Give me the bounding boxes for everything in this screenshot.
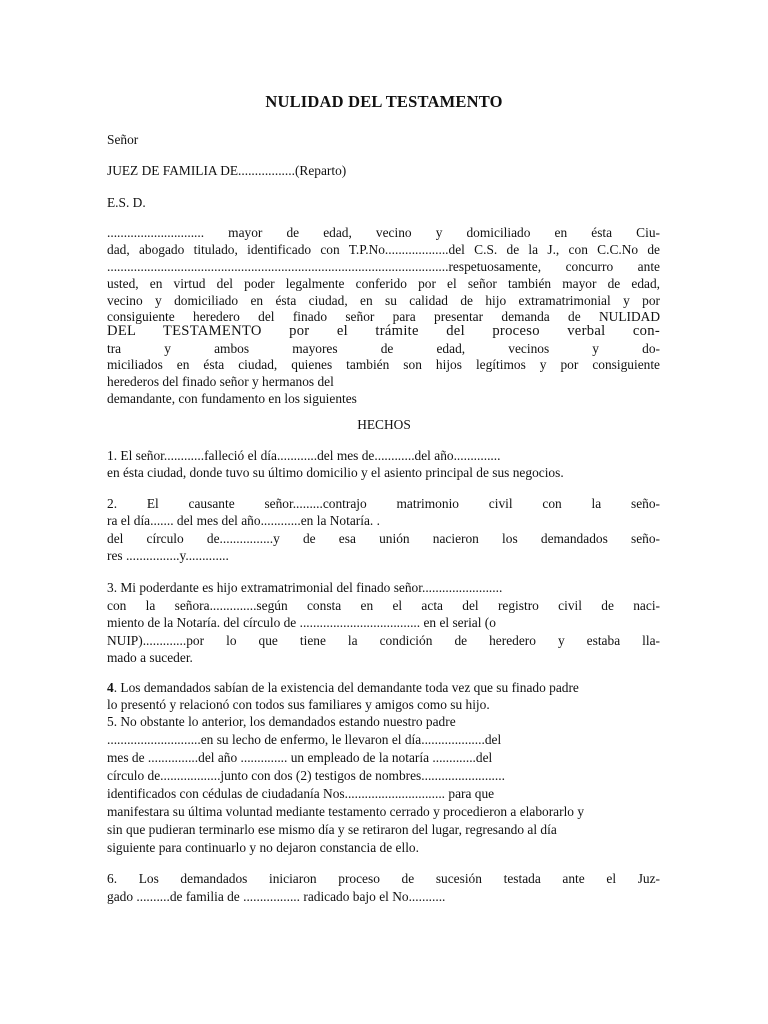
intro-line: demandante, con fundamento en los siguientes xyxy=(107,391,357,406)
addressee: JUEZ DE FAMILIA DE.................(Reparto) xyxy=(107,163,347,178)
hecho-6-line: 6. Los demandados iniciaron proceso de sucesión testada ante el Juz- xyxy=(107,871,660,886)
hecho-3-line: mado a suceder. xyxy=(107,650,193,665)
intro-line: ......................................................................................................respetuosamente, concurro ante xyxy=(107,259,660,274)
hecho-5-line: manifestara su última voluntad mediante testamento cerrado y procedieron a elaborarlo y xyxy=(107,804,585,819)
hechos-heading: HECHOS xyxy=(357,417,411,432)
hecho-1-line: 1. El señor............falleció el día............del mes de............del año.............. xyxy=(107,448,501,463)
hecho-5-line: mes de ...............del año .............. un empleado de la notaría .............del xyxy=(107,750,493,765)
salutation: Señor xyxy=(107,132,139,147)
hecho-6-line: gado ..........de familia de ................. radicado bajo el No........... xyxy=(107,889,446,904)
hecho-5-line: círculo de..................junto con dos (2) testigos de nombres......................... xyxy=(107,768,505,783)
hecho-3-line: NUIP).............por lo que tiene la condición de heredero y estaba lla- xyxy=(107,633,660,648)
document-title: NULIDAD DEL TESTAMENTO xyxy=(265,92,503,111)
hecho-5-line: ............................en su lecho de enfermo, le llevaron el día...................del xyxy=(107,732,502,747)
intro-line: tra y ambos mayores de edad, vecinos y do- xyxy=(107,341,660,356)
intro-line: herederos del finado señor y hermanos del xyxy=(107,374,334,389)
hecho-4-line xyxy=(107,679,660,696)
hecho-4-text: . Los demandados sabían de la existencia del demandante toda vez que su finado padre xyxy=(113,680,579,695)
esd-line: E.S. D. xyxy=(107,195,146,210)
hecho-5-line: identificados con cédulas de ciudadanía Nos.............................. para que xyxy=(107,786,495,801)
hecho-2-line: 2. El causante señor.........contrajo matrimonio civil con la seño- xyxy=(107,496,660,511)
hecho-1-line: en ésta ciudad, donde tuvo su último domicilio y el asiento principal de sus negocios. xyxy=(107,465,564,480)
hecho-5-line: 5. No obstante lo anterior, los demandados estando nuestro padre xyxy=(107,714,456,729)
intro-line: ............................. mayor de edad, vecino y domiciliado en ésta Ciu- xyxy=(107,225,660,240)
intro-line: usted, en virtud del poder legalmente conferido por el señor también mayor de edad, xyxy=(107,276,660,291)
hecho-5-line: siguiente para continuarlo y no dejaron constancia de ello. xyxy=(107,840,419,855)
hecho-4-number: 4 xyxy=(107,680,114,695)
hecho-3-line: con la señora..............según consta en el acta del registro civil de naci- xyxy=(107,598,660,613)
hecho-5-line: sin que pudieran terminarlo ese mismo día y se retiraron del lugar, regresando al día xyxy=(107,822,557,837)
intro-line: vecino y domiciliado en ésta ciudad, en su calidad de hijo extramatrimonial y por xyxy=(107,293,660,308)
hecho-4-line: lo presentó y relacionó con todos sus familiares y amigos como su hijo. xyxy=(107,697,490,712)
intro-line: dad, abogado titulado, identificado con T.P.No...................del C.S. de la J., con C.C.No de xyxy=(107,242,660,257)
intro-line: DEL TESTAMENTO por el trámite del proceso verbal con- xyxy=(107,323,660,339)
intro-line: consiguiente heredero del finado señor para presentar demanda de NULIDAD xyxy=(107,309,660,324)
hecho-2-line: del círculo de................y de esa unión nacieron los demandados seño- xyxy=(107,531,660,546)
hecho-2-line: ra el día....... del mes del año............en la Notaría. . xyxy=(107,513,380,528)
intro-line: miciliados en ésta ciudad, quienes también son hijos legítimos y por consiguiente xyxy=(107,357,660,372)
hecho-3-line: 3. Mi poderdante es hijo extramatrimonial del finado señor........................ xyxy=(107,580,503,595)
hecho-2-line: res ................y............. xyxy=(107,548,229,563)
hecho-3-line: miento de la Notaría. del círculo de .................................... en el serial (o xyxy=(107,615,496,630)
